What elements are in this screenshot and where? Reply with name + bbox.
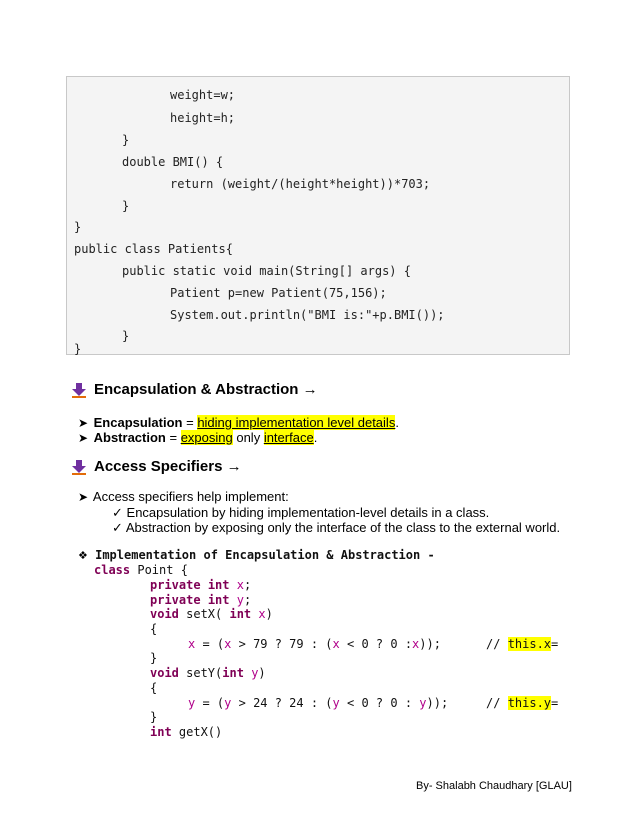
code-line: private int x; bbox=[150, 578, 252, 592]
code-line: { bbox=[150, 622, 158, 636]
code-line: } bbox=[150, 710, 158, 724]
code-line: public class Patients{ bbox=[74, 242, 233, 256]
code-comment: // this.y= bbox=[486, 696, 559, 710]
code-line: } bbox=[74, 342, 82, 356]
code-line: x = (x > 79 ? 79 : (x < 0 ? 0 :x)); bbox=[188, 637, 441, 651]
code-line: private int y; bbox=[150, 593, 252, 607]
arrow-bullet-icon: ➤ bbox=[78, 431, 89, 445]
section-heading-encapsulation: Encapsulation & Abstraction → bbox=[94, 381, 318, 398]
arrow-bullet-icon: ➤ bbox=[78, 416, 89, 430]
code-line: y = (y > 24 ? 24 : (y < 0 ? 0 : y)); bbox=[188, 696, 449, 710]
section-heading-access-specifiers: Access Specifiers → bbox=[94, 458, 242, 475]
bullet-encapsulation: ➤ Encapsulation = hiding implementation level details. bbox=[78, 415, 399, 430]
code-line: } bbox=[150, 651, 158, 665]
code-line: } bbox=[122, 133, 130, 147]
diamond-bullet-icon: ❖ bbox=[78, 549, 88, 562]
code-line: public static void main(String[] args) { bbox=[122, 264, 411, 278]
bullet-access-specifiers: ➤ Access specifiers help implement: bbox=[78, 489, 289, 504]
code-line: weight=w; bbox=[170, 88, 236, 102]
check-item-encapsulation: ✓ Encapsulation by hiding implementation-level details in a class. bbox=[112, 505, 490, 520]
bullet-abstraction: ➤ Abstraction = exposing only interface. bbox=[78, 430, 318, 445]
check-icon: ✓ bbox=[112, 505, 123, 520]
code-line: } bbox=[122, 329, 130, 343]
code-comment: // this.x= bbox=[486, 637, 559, 651]
code-line: Patient p=new Patient(75,156); bbox=[170, 286, 387, 300]
code-line: double BMI() { bbox=[122, 155, 224, 169]
implementation-heading: ❖ Implementation of Encapsulation & Abstraction - bbox=[78, 548, 435, 562]
code-line: { bbox=[150, 681, 158, 695]
code-line: return (weight/(height*height))*703; bbox=[170, 177, 431, 191]
code-line: height=h; bbox=[170, 111, 236, 125]
download-arrow-icon bbox=[72, 459, 86, 475]
download-arrow-icon bbox=[72, 382, 86, 398]
check-icon: ✓ bbox=[112, 520, 123, 535]
code-line: class Point { bbox=[94, 563, 188, 577]
code-line: } bbox=[74, 220, 82, 234]
arrow-bullet-icon: ➤ bbox=[78, 490, 89, 504]
code-line: void setX( int x) bbox=[150, 607, 273, 621]
code-line: System.out.println("BMI is:"+p.BMI()); bbox=[170, 308, 445, 322]
footer-author: By- Shalabh Chaudhary [GLAU] bbox=[416, 780, 572, 792]
check-item-abstraction: ✓ Abstraction by exposing only the interface of the class to the external world. bbox=[112, 520, 561, 535]
code-line: } bbox=[122, 199, 130, 213]
code-line: void setY(int y) bbox=[150, 666, 266, 680]
code-line: int getX() bbox=[150, 725, 223, 739]
